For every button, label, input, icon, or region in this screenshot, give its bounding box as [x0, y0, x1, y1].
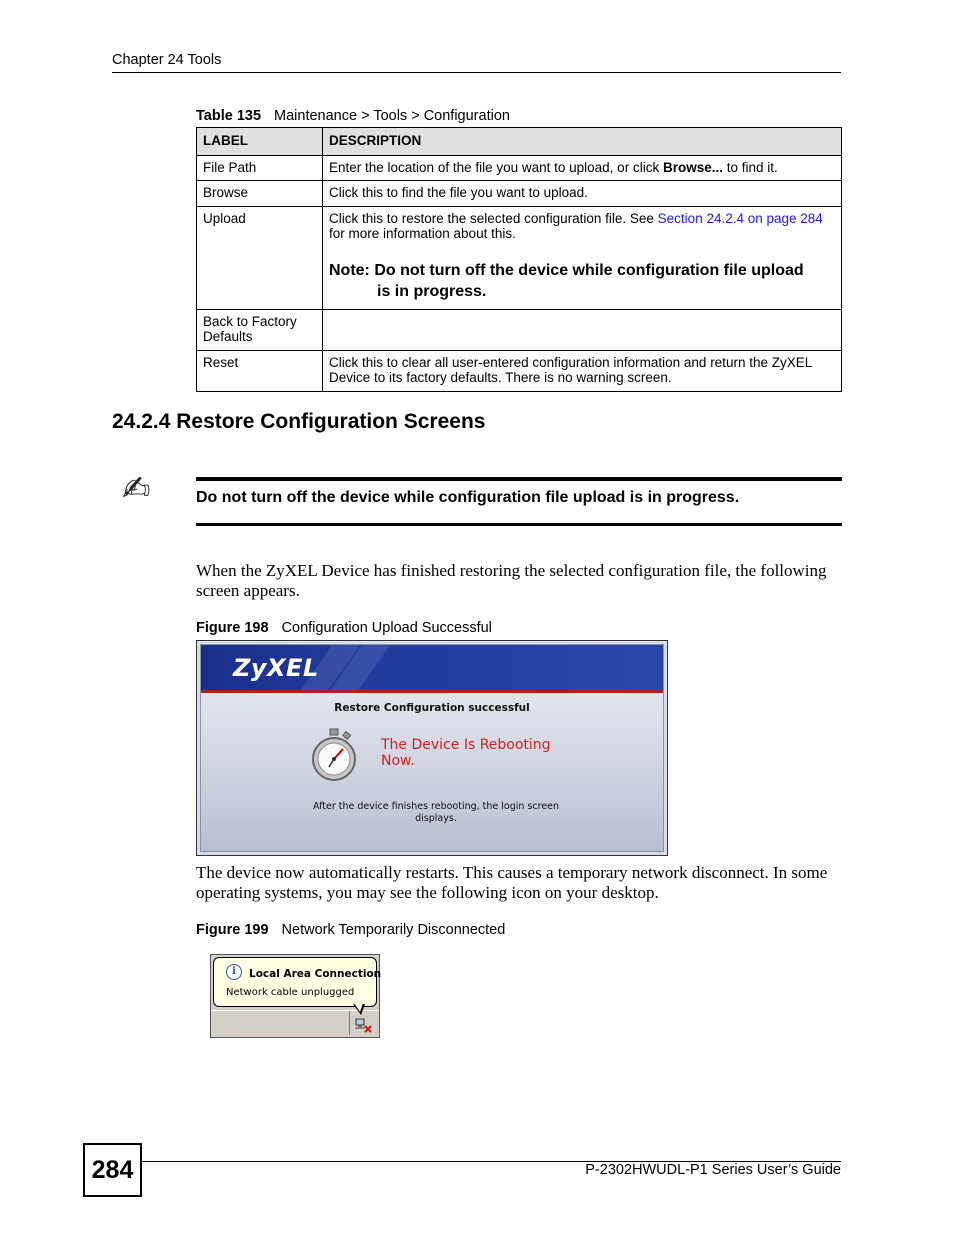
zyxel-logo: ZyXEL: [233, 654, 319, 682]
network-disconnected-screenshot: [210, 954, 380, 1038]
note-text: Do not turn off the device while configuration file upload is in progress.: [196, 489, 740, 506]
browse-emphasis: Browse...: [662, 159, 723, 175]
info-icon: i: [226, 964, 242, 980]
header-divider: [112, 72, 841, 73]
configuration-table: [196, 127, 842, 392]
row-description: Click this to clear all user-entered configuration information and return the ZyXEL Device to its factory defaults. There is no warning screen.: [323, 350, 842, 391]
balloon-text: Network cable unplugged: [226, 987, 355, 998]
row-label: Upload: [197, 206, 323, 309]
figure-caption: Figure 199 Network Temporarily Disconnected: [196, 922, 506, 938]
section-heading: 24.2.4 Restore Configuration Screens: [112, 410, 486, 433]
row-label: Back to Factory Defaults: [197, 309, 323, 350]
page-number: 284: [83, 1143, 142, 1197]
table-caption-text: Maintenance > Tools > Configuration: [274, 108, 510, 124]
table-header-row: [197, 128, 842, 156]
row-description: Click this to restore the selected configuration file. See Section 24.2.4 on page 284 for more information about this. Note: Do not turn off the device while configuration file upload is in progress.: [323, 206, 842, 309]
stopwatch-icon: [309, 727, 359, 783]
table-row: [197, 206, 842, 309]
guide-title: P-2302HWUDL-P1 Series User’s Guide: [585, 1162, 841, 1178]
row-label: File Path: [197, 155, 323, 181]
balloon-title: Local Area Connection: [249, 968, 382, 980]
body-paragraph: The device now automatically restarts. This causes a temporary network disconnect. In some operating systems, you may see the following icon on your desktop.: [196, 863, 828, 902]
table-row: [197, 350, 842, 391]
table-row: [197, 155, 842, 181]
section-link[interactable]: Section 24.2.4 on page 284: [657, 210, 823, 226]
row-label: Browse: [197, 181, 323, 207]
table-caption: [196, 108, 510, 124]
reboot-message: The Device Is Rebooting Now.: [381, 737, 551, 769]
network-disconnected-icon[interactable]: [354, 1017, 372, 1033]
row-description: Click this to find the file you want to upload.: [323, 181, 842, 207]
row-description: [323, 309, 842, 350]
note-pen-icon: ✍: [122, 469, 151, 509]
body-paragraph: When the ZyXEL Device has finished restoring the selected configuration file, the following screen appears.: [196, 561, 827, 600]
restore-title: Restore Configuration successful: [334, 702, 530, 714]
note-bottom-rule: [196, 523, 842, 526]
chapter-header: Chapter 24 Tools: [112, 52, 222, 68]
table-caption-number: Table 135: [196, 108, 262, 124]
upload-note: Note: Do not turn off the device while configuration file upload is in progress.: [329, 261, 804, 300]
notification-balloon: [213, 957, 382, 1007]
after-reboot-message: After the device finishes rebooting, the login screen displays.: [312, 801, 560, 824]
restore-success-screenshot: [196, 640, 668, 856]
zyxel-banner: [201, 645, 663, 693]
label-column-header: LABEL: [197, 128, 323, 156]
row-label: Reset: [197, 350, 323, 391]
description-column-header: DESCRIPTION: [323, 128, 842, 156]
figure-caption: Figure 198 Configuration Upload Successful: [196, 620, 492, 636]
table-row: [197, 181, 842, 207]
row-description: Enter the location of the file you want to upload, or click Browse... to find it.: [323, 155, 842, 181]
table-row: [197, 309, 842, 350]
note-top-rule: [196, 477, 842, 481]
